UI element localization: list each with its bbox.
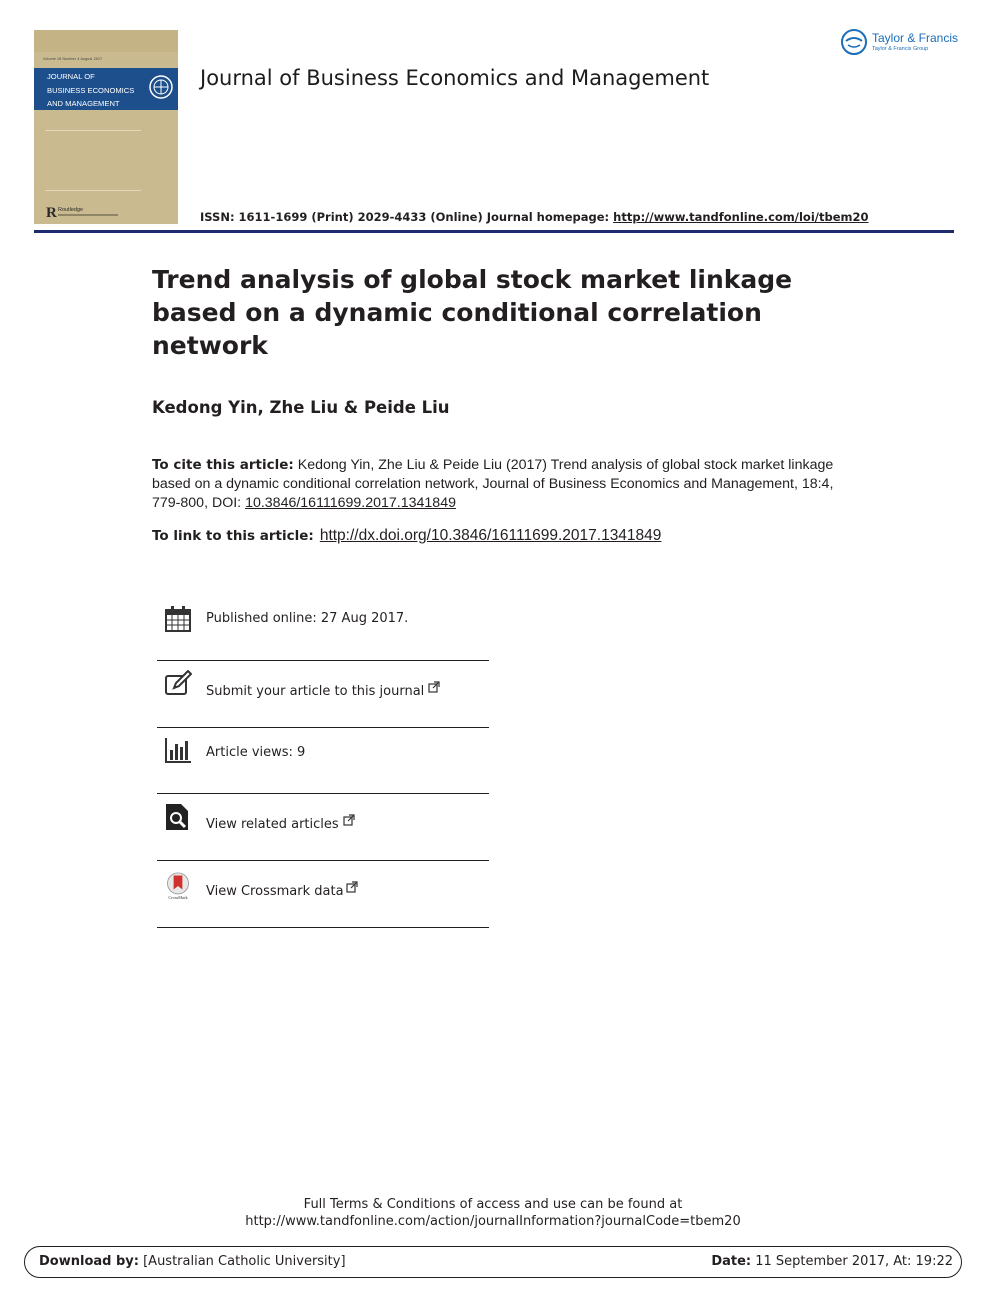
related-articles-label: View related articles xyxy=(206,817,339,832)
article-views-text: Article views: 9 xyxy=(206,745,306,760)
citation-block xyxy=(152,456,852,513)
cover-rule xyxy=(45,190,141,191)
journal-homepage-link[interactable]: http://www.tandfonline.com/loi/tbem20 xyxy=(613,210,869,224)
download-by xyxy=(39,1254,346,1269)
article-doi-url-link[interactable]: http://dx.doi.org/10.3846/16111699.2017.1341849 xyxy=(319,527,662,544)
cover-emblem-icon xyxy=(148,74,174,100)
download-value: [Australian Catholic University] xyxy=(138,1254,346,1269)
cover-publisher-subtitle xyxy=(58,214,118,216)
submit-article-link[interactable] xyxy=(206,681,440,699)
article-link-label: To link to this article: xyxy=(152,528,314,544)
taylor-francis-emblem-icon xyxy=(840,28,868,56)
svg-text:CrossMark: CrossMark xyxy=(168,895,188,900)
terms-line: Full Terms & Conditions of access and use can be found at xyxy=(303,1197,683,1212)
calendar-icon xyxy=(164,605,192,633)
journal-title: Journal of Business Economics and Management xyxy=(200,66,710,90)
cover-title-line: AND MANAGEMENT xyxy=(47,99,120,109)
download-info-bar xyxy=(24,1246,962,1278)
divider xyxy=(157,793,489,794)
cover-issue-meta: Volume 18 Number 4 August 2017 xyxy=(43,57,103,61)
search-document-icon xyxy=(164,803,192,831)
article-title: Trend analysis of global stock market linkage based on a dynamic conditional correlation network xyxy=(152,265,793,360)
edit-icon xyxy=(164,670,192,698)
download-date xyxy=(711,1254,953,1269)
article-authors: Kedong Yin, Zhe Liu & Peide Liu xyxy=(152,398,450,417)
download-label: Download by: xyxy=(39,1254,139,1269)
terms-notice xyxy=(0,1196,986,1230)
external-link-icon xyxy=(346,881,358,893)
doi-link[interactable]: 10.3846/16111699.2017.1341849 xyxy=(245,495,456,511)
article-views-item xyxy=(157,736,489,776)
crossmark-icon xyxy=(164,872,192,900)
external-link-icon xyxy=(343,814,355,826)
divider xyxy=(157,727,489,728)
divider xyxy=(157,927,489,928)
citation-label: To cite this article: xyxy=(152,457,294,473)
issn-line xyxy=(200,210,868,224)
header-divider xyxy=(34,230,954,233)
article-link-row xyxy=(152,525,661,545)
divider xyxy=(157,660,489,661)
issn-text: ISSN: 1611-1699 (Print) 2029-4433 (Online) Journal homepage: xyxy=(200,210,614,224)
cover-title xyxy=(47,70,134,111)
external-link-icon xyxy=(428,681,440,693)
cover-title-line: BUSINESS ECONOMICS xyxy=(47,85,135,95)
taylor-francis-logo xyxy=(840,28,960,58)
published-online-item xyxy=(157,603,489,643)
cover-publisher-name: Routledge xyxy=(58,207,84,213)
submit-article-item[interactable] xyxy=(157,670,489,710)
citation-text: Kedong Yin, Zhe Liu & Peide Liu (2017) Trend analysis of global stock market linkage based on a dynamic conditional correlation network, Journal of Business Economics and Management, 18:4, 779-800, DOI: xyxy=(152,457,834,511)
divider xyxy=(157,860,489,861)
crossmark-link[interactable] xyxy=(206,881,358,899)
date-label: Date: xyxy=(711,1254,752,1269)
routledge-logo-icon: R xyxy=(46,205,57,221)
crossmark-item[interactable] xyxy=(157,870,489,910)
published-online-text: Published online: 27 Aug 2017. xyxy=(206,611,409,626)
terms-url[interactable]: http://www.tandfonline.com/action/journalInformation?journalCode=tbem20 xyxy=(245,1214,741,1229)
publisher-logo-text: Taylor & Francis xyxy=(872,31,959,45)
related-articles-link[interactable] xyxy=(206,814,355,832)
cover-top-strip xyxy=(34,30,178,52)
journal-cover-image xyxy=(34,30,178,224)
date-value: 11 September 2017, At: 19:22 xyxy=(751,1254,953,1269)
cover-rule xyxy=(45,130,141,131)
related-articles-item[interactable] xyxy=(157,803,489,843)
submit-article-label: Submit your article to this journal xyxy=(206,684,425,699)
cover-title-line: JOURNAL OF xyxy=(47,72,95,81)
bar-chart-icon xyxy=(164,736,192,764)
crossmark-label: View Crossmark data xyxy=(206,884,344,899)
publisher-logo-subtext: Taylor & Francis Group xyxy=(872,46,929,52)
